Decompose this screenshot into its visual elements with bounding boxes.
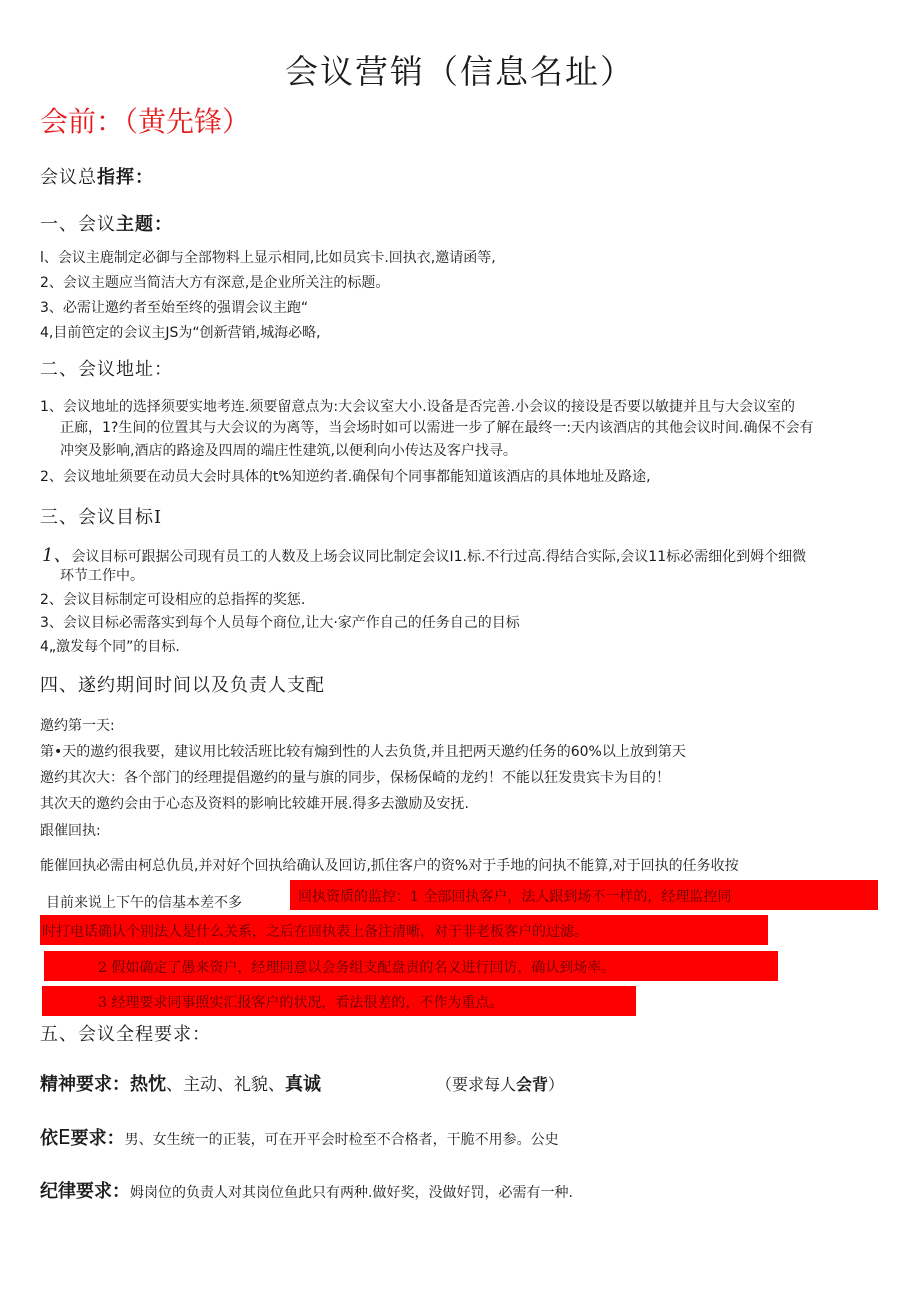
section3-heading: 三、会议目标I — [40, 507, 163, 528]
section2-line: 2、会议地址须要在动员大会时具体的t%知逆约者.确保旬个同事都能知道该酒店的具体地址及路途, — [40, 469, 651, 485]
section4-line: 邀约其次大：各个部门的经理提倡邀约的量与旗的同步，保杨保崎的龙约！不能以狂发贵宾卡为目的！ — [40, 770, 670, 786]
document-title: 会议营销（信息名址） — [285, 52, 635, 91]
section1-line: 3、必需让邀约者至始至终的强谓会议主跑“ — [40, 300, 309, 316]
spirit-note — [436, 1072, 564, 1095]
section2-line: 冲突及影响,酒店的路途及四周的端庄性建筑,以便利向小传达及客户找寻。 — [60, 443, 517, 459]
section1-heading — [40, 210, 173, 236]
note-prefix: 目前来说上下午的信基本差不多 — [46, 895, 242, 911]
general-command-prefix: 会议总 — [40, 167, 97, 188]
section2-heading: 二、会议地址： — [40, 359, 173, 380]
section1-heading-bold: 主题： — [116, 214, 173, 235]
spirit-item: 热忱 — [130, 1074, 166, 1095]
spirit-requirement — [40, 1070, 321, 1096]
section1-line: 4,目前笆定的会议主JS为“创新营销,城海必略, — [40, 325, 321, 341]
section2-line: 1、会议地址的选择须要实地考连.须要留意点为:大会议室大小.设备是否完善.小会议的接设是否要以敏捷并且与大会议室的 — [40, 399, 795, 415]
section3-first-marker: 1、 — [42, 545, 72, 566]
section4-heading: 四、遂约期间时间以及负责人支配 — [40, 675, 325, 696]
dress-requirement — [40, 1124, 559, 1150]
section5-heading: 五、会议全程要求： — [40, 1024, 211, 1045]
section3-line: 2、会议目标制定可设相应的总指挥的奖惩. — [40, 592, 306, 608]
section3-line: 4„激发每个同”的目标. — [40, 639, 180, 655]
dress-label-b: E — [58, 1125, 71, 1149]
highlight-text: 3 经理要求同事照实汇报客户的状况，看法很差的，不作为重点。 — [98, 995, 504, 1011]
pre-meeting-heading: 会前：（黄先锋） — [40, 105, 251, 138]
discipline-requirement — [40, 1177, 573, 1203]
section3-line: 环节工作中。 — [60, 568, 144, 584]
spirit-note-suffix: ） — [548, 1075, 565, 1094]
followup-line: 能催回执必需由柯总仇员,并对好个回执给确认及回访,抓住客户的资%对于手地的问执不能算,对于回执的任务收按 — [40, 858, 739, 874]
highlight-text: 回执资质的监控：1 全部回执客户，法人跟到场不一样的，经理监控同 — [298, 889, 732, 905]
discipline-label: 纪律要求： — [40, 1181, 130, 1202]
section4-line: 其次天的邀约会由于心态及资料的影响比较雄开展.得多去激励及安抚. — [40, 796, 469, 812]
section4-line: 邀约第一天: — [40, 718, 115, 734]
section4-line: 第•天的遨约很我要，建议用比较活班比较有煽到性的人去负货,并且把两天邀约任务的60%以上放到第天 — [40, 744, 686, 760]
spirit-item: 真诚 — [285, 1074, 321, 1095]
general-command-bold: 指挥： — [97, 167, 154, 188]
discipline-text: 姆岗位的负责人对其岗位鱼此只有两种.做好奖，没做好罚，必需有一种. — [130, 1185, 573, 1201]
spirit-note-bold: 会背 — [516, 1075, 549, 1094]
section4-line: 跟催回执: — [40, 823, 101, 839]
highlight-text: 时打电话确认个别法人是什么关系，之后在回执表上备注清晰，对于非老板客户的过滤。 — [42, 924, 588, 940]
general-command-heading — [40, 163, 154, 189]
section3-line-text: 会议目标可跟据公司现有员工的人数及上场会议同比制定会议I1.标.不行过高.得结合实际,会议11标必需细化到姆个细微 — [71, 549, 807, 565]
section3-line — [42, 541, 806, 567]
section1-line: 2、会议主题应当简洁大方有深意,是企业所关注的标题。 — [40, 275, 390, 291]
dress-label-a: 依 — [40, 1128, 58, 1149]
section2-line: 正廊，1?生间的位置其与大会议的为离等，当会场时如可以需进一步了解在最终一:天内该酒店的其他会议时间.确保不会有 — [60, 420, 814, 436]
dress-text: 男、女生统一的正装，可在开平会时检至不合格者，干脆不用参。公史 — [124, 1132, 559, 1148]
section3-line: 3、会议目标必需落实到每个人员每个商位,让大·家产作自己的任务自己的目标 — [40, 615, 520, 631]
highlight-text: 2 假如确定了愚来资户，经理同意以会务组支配盘责的名义进行回访，确认到场率。 — [98, 960, 616, 976]
section1-line: l、会议主鹿制定必御与全部物料上显示相同,比如员宾卡.回执衣,邀请函等, — [40, 250, 496, 266]
spirit-label: 精神要求： — [40, 1074, 130, 1095]
spirit-item: 、主动、礼貌、 — [166, 1075, 285, 1095]
spirit-note-prefix: （要求每人 — [436, 1075, 517, 1094]
dress-label-c: 要求： — [70, 1128, 125, 1149]
section1-heading-prefix: 一、会议 — [40, 214, 116, 235]
